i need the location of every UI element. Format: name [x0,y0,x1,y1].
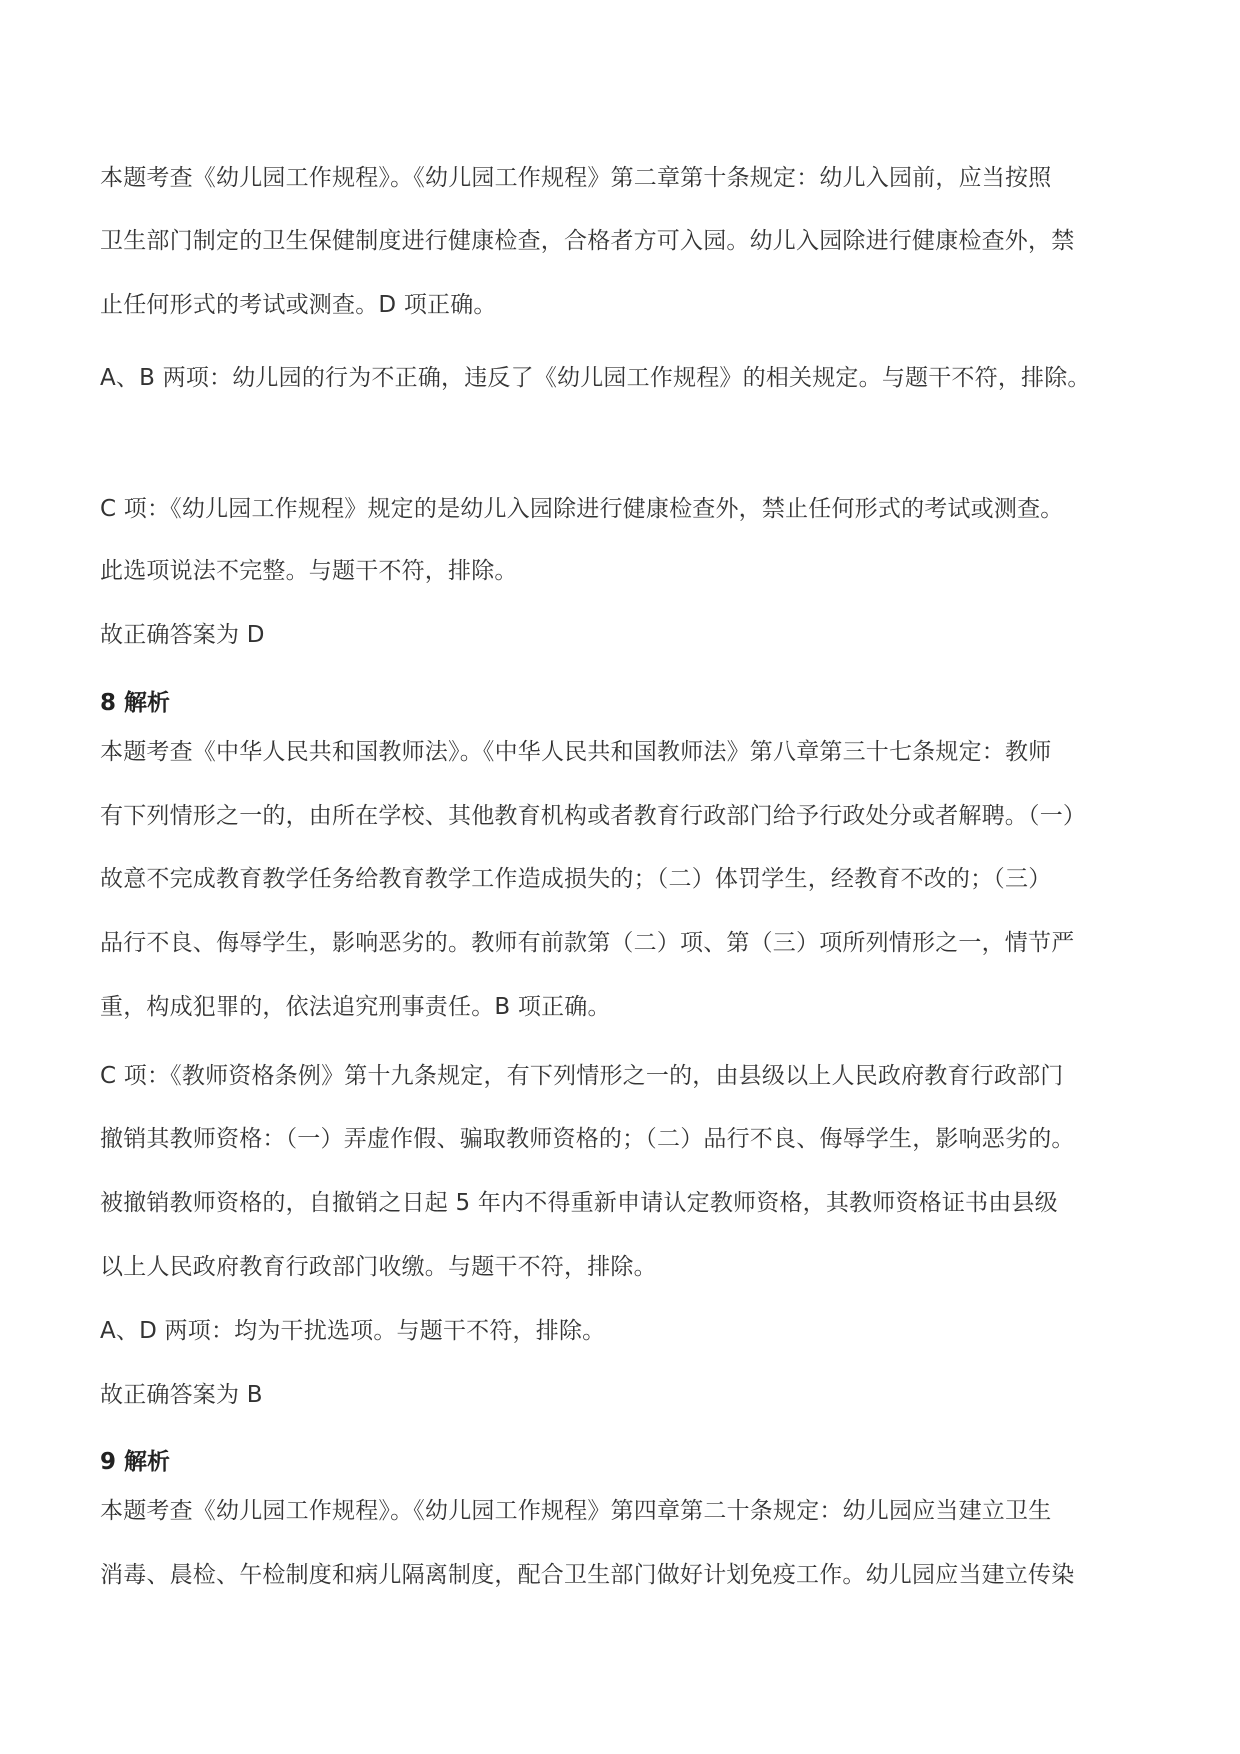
paragraph-line: 重，构成犯罪的，依法追究刑事责任。B 项正确。 [100,994,611,1020]
paragraph-line: 有下列情形之一的，由所在学校、其他教育机构或者教育行政部门给予行政处分或者解聘。（一） [100,803,1087,829]
paragraph-line: 品行不良、侮辱学生，影响恶劣的。教师有前款第（二）项、第（三）项所列情形之一，情节严 [100,930,1075,956]
option-c-explanation: 被撤销教师资格的，自撤销之日起 5 年内不得重新申请认定教师资格，其教师资格证书由县级 [100,1190,1058,1216]
paragraph-line: 本题考查《幼儿园工作规程》。《幼儿园工作规程》第四章第二十条规定：幼儿园应当建立卫生 [100,1498,1052,1524]
section-heading-8: 8 解析 [100,690,171,716]
paragraph-line: 卫生部门制定的卫生保健制度进行健康检查，合格者方可入园。幼儿入园除进行健康检查外，禁 [100,228,1075,254]
option-c-explanation: 撤销其教师资格：（一）弄虚作假、骗取教师资格的；（二）品行不良、侮辱学生，影响恶劣的。 [100,1126,1075,1152]
paragraph-line: 本题考查《幼儿园工作规程》。《幼儿园工作规程》第二章第十条规定：幼儿入园前，应当按照 [100,165,1052,191]
paragraph-line: 止任何形式的考试或测查。D 项正确。 [100,292,497,318]
section-heading-9: 9 解析 [100,1449,171,1475]
answer-line: 故正确答案为 B [100,1382,263,1408]
paragraph-line: 本题考查《中华人民共和国教师法》。《中华人民共和国教师法》第八章第三十七条规定：教师 [100,739,1052,765]
option-c-explanation: C 项：《幼儿园工作规程》规定的是幼儿入园除进行健康检查外，禁止任何形式的考试或测查。 [100,496,1064,522]
option-ad-explanation: A、D 两项：均为干扰选项。与题干不符，排除。 [100,1318,606,1344]
paragraph-line: 消毒、晨检、午检制度和病儿隔离制度，配合卫生部门做好计划免疫工作。幼儿园应当建立传染 [100,1562,1075,1588]
answer-line: 故正确答案为 D [100,622,265,648]
option-c-explanation: 此选项说法不完整。与题干不符，排除。 [100,558,518,584]
option-c-explanation: C 项：《教师资格条例》第十九条规定，有下列情形之一的，由县级以上人民政府教育行政部门 [100,1063,1064,1089]
paragraph-line: 故意不完成教育教学任务给教育教学工作造成损失的；（二）体罚学生，经教育不改的；（三） [100,866,1052,892]
option-ab-explanation: A、B 两项：幼儿园的行为不正确，违反了《幼儿园工作规程》的相关规定。与题干不符，排除。 [100,365,1091,391]
option-c-explanation: 以上人民政府教育行政部门收缴。与题干不符，排除。 [100,1254,657,1280]
